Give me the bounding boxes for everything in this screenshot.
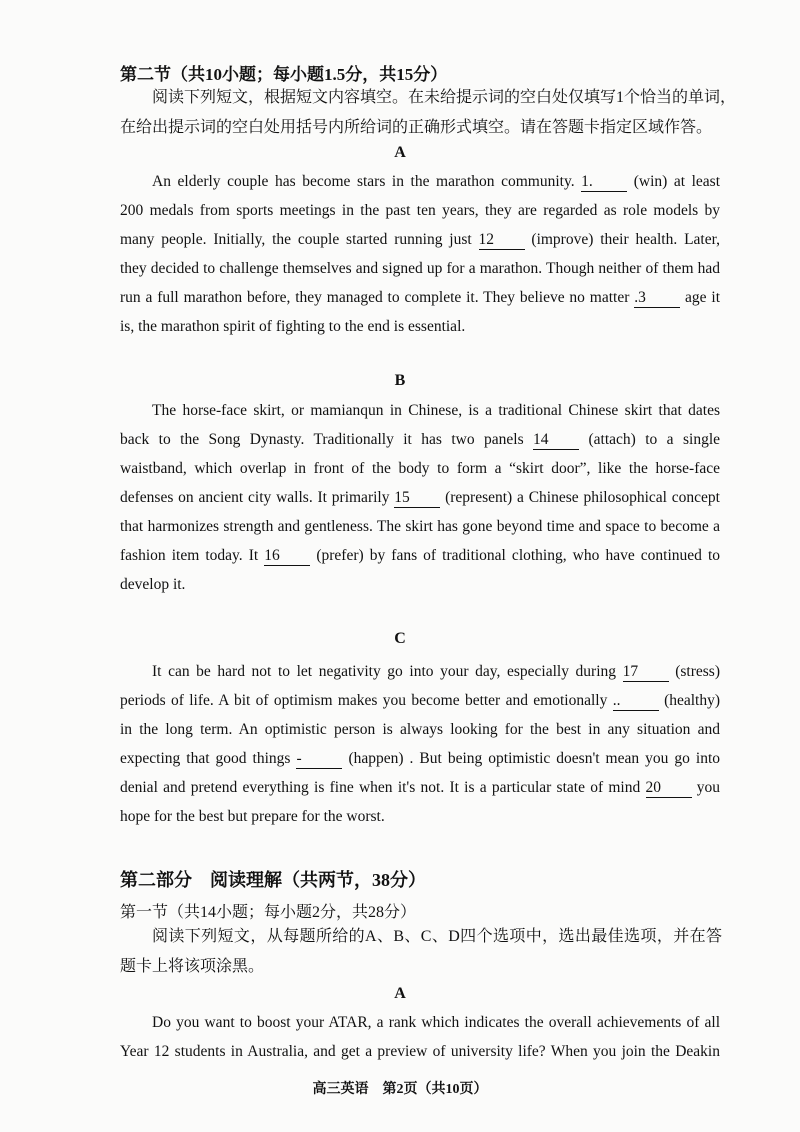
- answer-blank-13[interactable]: .3: [634, 289, 680, 308]
- passage-line: run a full marathon before, they managed to complete it. They believe no matter .3 age it: [120, 289, 721, 306]
- answer-blank-19[interactable]: -: [296, 750, 342, 769]
- passage-line: waistband, which overlap in front of the body to form a “skirt door”, like the horse-face: [120, 460, 720, 477]
- passage-line: back to the Song Dynasty. Traditionally it has two panels 14 (attach) to a single: [120, 431, 721, 448]
- instruction-line: 题卡上将该项涂黑。: [120, 958, 265, 975]
- answer-blank-12[interactable]: 12: [479, 231, 525, 250]
- passage-a-title: A: [394, 144, 406, 161]
- instruction-line: 阅读下列短文，从每题所给的A、B、C、D四个选项中，选出最佳选项，并在答: [152, 928, 722, 945]
- passage-line: defenses on ancient city walls. It primarily 15 (represent) a Chinese philosophical concept: [120, 489, 720, 506]
- answer-blank-11[interactable]: 1.: [581, 173, 627, 192]
- passage2-a-title: A: [394, 985, 406, 1002]
- passage-b-title: B: [394, 372, 406, 389]
- passage-line: expecting that good things - (happen) . But being optimistic doesn't mean you go into: [120, 750, 721, 767]
- passage-line: hope for the best but prepare for the worst.: [120, 808, 385, 825]
- passage-line: Do you want to boost your ATAR, a rank which indicates the overall achievements of all: [152, 1014, 720, 1031]
- passage-line: fashion item today. It 16 (prefer) by fans of traditional clothing, who have continued to: [120, 547, 721, 564]
- passage-line: The horse-face skirt, or mamianqun in Chinese, is a traditional Chinese skirt that dates: [152, 402, 720, 419]
- section2-heading: 第二节（共10小题；每小题1.5分，共15分）: [120, 65, 448, 84]
- answer-blank-20[interactable]: 20: [646, 779, 692, 798]
- passage-c-title: C: [394, 630, 406, 647]
- passage-line: It can be hard not to let negativity go into your day, especially during 17 (stress): [152, 663, 721, 680]
- passage-line: they decided to challenge themselves and signed up for a marathon. Though neither of them had: [120, 260, 720, 277]
- page-footer: 高三英语 第2页（共10页）: [312, 1082, 488, 1097]
- passage-line: many people. Initially, the couple started running just 12 (improve) their health. Later,: [120, 231, 721, 248]
- part2-instructions: [120, 922, 722, 982]
- instruction-line: 阅读下列短文，根据短文内容填空。在未给提示词的空白处仅填写1个恰当的单词，: [152, 89, 737, 106]
- answer-blank-15[interactable]: 15: [394, 489, 440, 508]
- part2-heading: 第二部分 阅读理解（共两节，38分）: [120, 870, 426, 890]
- passage-line: An elderly couple has become stars in the marathon community. 1. (win) at least: [152, 173, 720, 190]
- passage-line: denial and pretend everything is fine when it's not. It is a particular state of mind 20 you: [120, 779, 721, 796]
- passage-line: 200 medals from sports meetings in the past ten years, they are regarded as role models by: [120, 202, 720, 219]
- passage-line: in the long term. An optimistic person is always looking for the best in any situation and: [120, 721, 720, 738]
- passage-line: periods of life. A bit of optimism makes you become better and emotionally .. (healthy): [120, 692, 721, 709]
- passage-b: [120, 396, 720, 599]
- answer-blank-14[interactable]: 14: [533, 431, 579, 450]
- passage-line: that harmonizes strength and gentleness. The skirt has gone beyond time and space to become a: [120, 518, 720, 535]
- passage-line: Year 12 students in Australia, and get a preview of university life? When you join the Deakin: [120, 1043, 720, 1060]
- passage-line: is, the marathon spirit of fighting to the end is essential.: [120, 318, 466, 335]
- section2-instructions: [120, 83, 737, 143]
- part2-subheading: 第一节（共14小题；每小题2分，共28分）: [120, 904, 417, 921]
- passage2-a: [120, 1008, 720, 1066]
- instruction-line: 在给出提示词的空白处用括号内所给词的正确形式填空。请在答题卡指定区域作答。: [120, 119, 713, 136]
- passage-c: [120, 657, 720, 831]
- answer-blank-17[interactable]: 17: [623, 663, 669, 682]
- passage-line: develop it.: [120, 576, 186, 593]
- answer-blank-18[interactable]: ..: [613, 692, 659, 711]
- answer-blank-16[interactable]: 16: [264, 547, 310, 566]
- passage-a: [120, 167, 720, 341]
